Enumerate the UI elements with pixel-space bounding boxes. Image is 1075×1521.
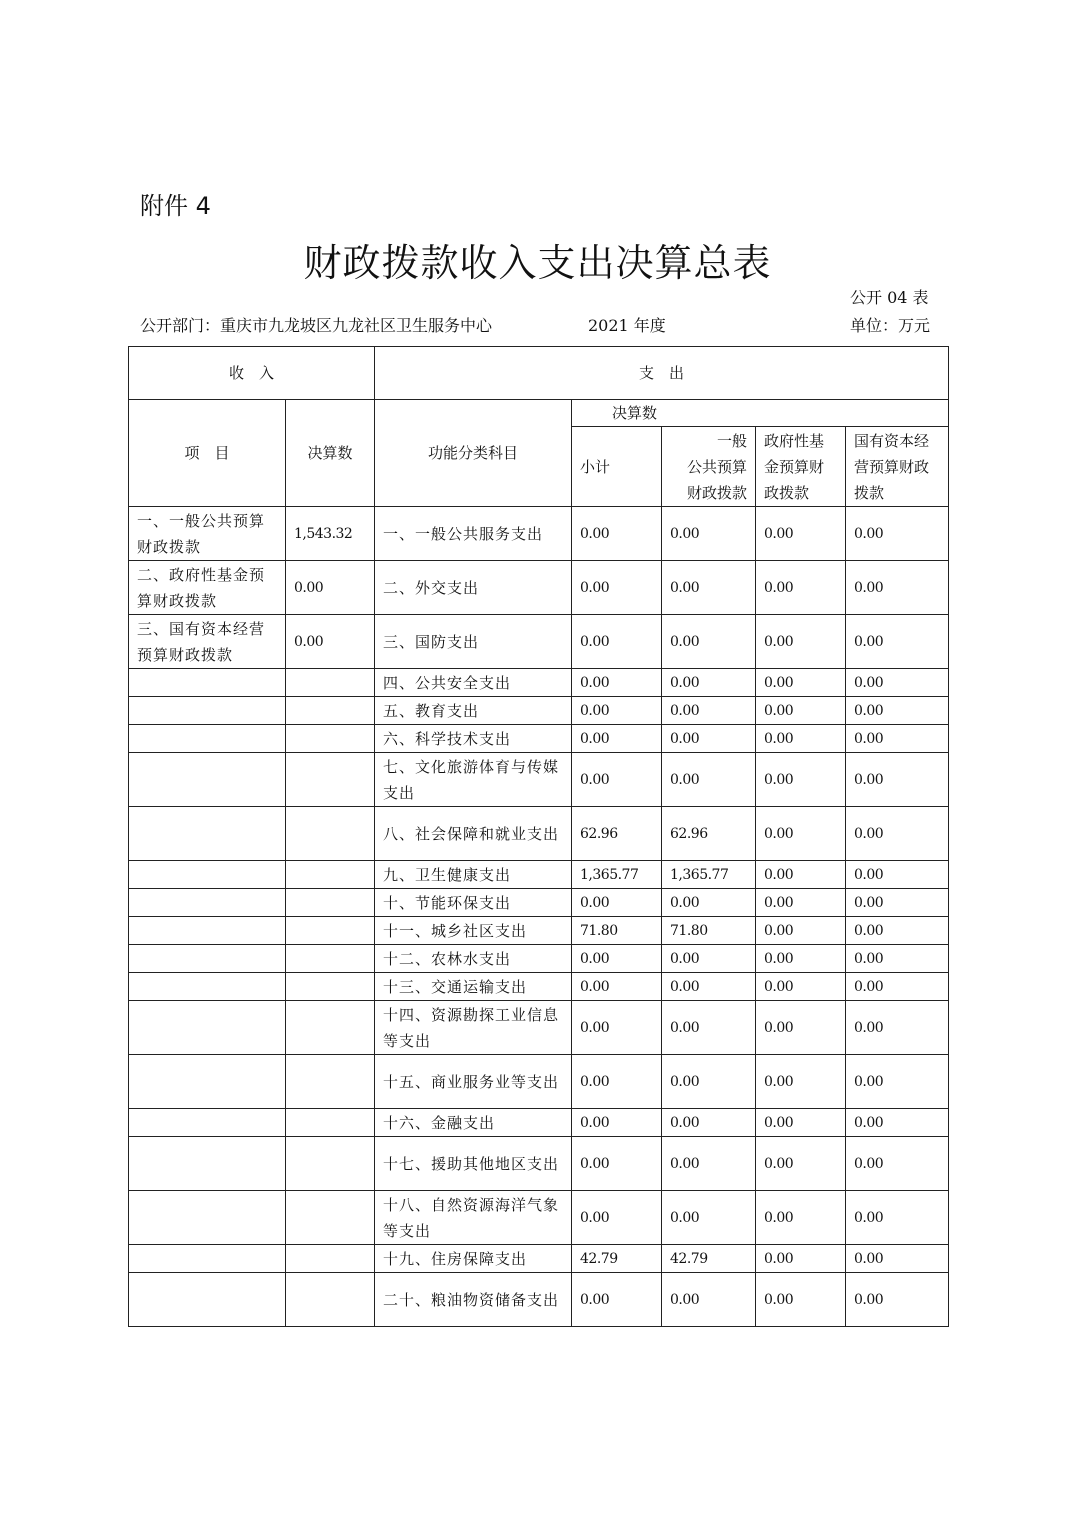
subtotal-cell: 0.00 [572, 889, 662, 917]
subtotal-cell: 0.00 [572, 1191, 662, 1245]
general-budget-cell: 0.00 [662, 945, 756, 973]
attachment-label: 附件 4 [140, 192, 211, 220]
gov-fund-cell: 0.00 [756, 807, 846, 861]
subtotal-cell: 0.00 [572, 1273, 662, 1327]
subtotal-cell: 0.00 [572, 753, 662, 807]
general-budget-cell: 0.00 [662, 889, 756, 917]
table-row [129, 861, 949, 889]
income-item-cell [129, 669, 286, 697]
state-capital-cell: 0.00 [846, 507, 949, 561]
expense-item-cell: 十四、资源勘探工业信息等支出 [375, 1001, 572, 1055]
income-item-cell [129, 1191, 286, 1245]
income-value-cell [286, 1273, 375, 1327]
general-budget-cell: 0.00 [662, 1001, 756, 1055]
income-item-cell [129, 807, 286, 861]
state-capital-cell: 0.00 [846, 697, 949, 725]
income-value-cell [286, 1191, 375, 1245]
general-budget-cell: 62.96 [662, 807, 756, 861]
state-capital-header: 国有资本经 营预算财政 拨款 [846, 427, 949, 507]
state-capital-cell: 0.00 [846, 615, 949, 669]
gov-fund-cell: 0.00 [756, 669, 846, 697]
income-value-cell [286, 725, 375, 753]
expense-item-cell: 十七、援助其他地区支出 [375, 1137, 572, 1191]
gov-fund-cell: 0.00 [756, 561, 846, 615]
expense-item-cell: 六、科学技术支出 [375, 725, 572, 753]
table-row [129, 507, 949, 561]
general-budget-cell: 0.00 [662, 725, 756, 753]
general-budget-cell: 0.00 [662, 1137, 756, 1191]
income-value-cell [286, 753, 375, 807]
income-item-cell [129, 697, 286, 725]
state-capital-cell: 0.00 [846, 1001, 949, 1055]
function-class-header: 功能分类科目 [375, 400, 572, 507]
income-value-cell [286, 1109, 375, 1137]
table-row [129, 669, 949, 697]
income-item-cell [129, 945, 286, 973]
income-item-cell [129, 1245, 286, 1273]
state-capital-cell: 0.00 [846, 861, 949, 889]
state-capital-cell: 0.00 [846, 753, 949, 807]
gov-fund-cell: 0.00 [756, 1001, 846, 1055]
subtotal-header: 小计 [572, 427, 662, 507]
subtotal-cell: 0.00 [572, 945, 662, 973]
general-budget-cell: 0.00 [662, 561, 756, 615]
subtotal-cell: 0.00 [572, 561, 662, 615]
table-row [129, 753, 949, 807]
expense-item-cell: 十六、金融支出 [375, 1109, 572, 1137]
general-budget-cell: 0.00 [662, 697, 756, 725]
income-value-cell: 0.00 [286, 561, 375, 615]
table-row [129, 973, 949, 1001]
expense-item-cell: 十九、住房保障支出 [375, 1245, 572, 1273]
subtotal-cell: 0.00 [572, 669, 662, 697]
state-capital-cell: 0.00 [846, 1109, 949, 1137]
expense-item-cell: 十三、交通运输支出 [375, 973, 572, 1001]
income-value-cell [286, 1001, 375, 1055]
income-header: 收 入 [129, 347, 375, 400]
expense-item-cell: 二十、粮油物资储备支出 [375, 1273, 572, 1327]
subtotal-cell: 0.00 [572, 973, 662, 1001]
income-value-cell [286, 973, 375, 1001]
income-value-cell [286, 889, 375, 917]
subtotal-cell: 42.79 [572, 1245, 662, 1273]
budget-table [128, 346, 949, 1327]
income-value-cell [286, 917, 375, 945]
expense-item-cell: 三、国防支出 [375, 615, 572, 669]
table-row [129, 1137, 949, 1191]
income-value-cell [286, 1245, 375, 1273]
expense-item-cell: 二、外交支出 [375, 561, 572, 615]
subtotal-cell: 0.00 [572, 1001, 662, 1055]
table-row [129, 1273, 949, 1327]
table-row [129, 1001, 949, 1055]
page-title: 财政拨款收入支出决算总表 [303, 241, 772, 285]
table-row [129, 889, 949, 917]
form-number: 公开 04 表 [850, 288, 929, 307]
income-item-cell [129, 1055, 286, 1109]
income-item-cell [129, 973, 286, 1001]
table-row [129, 917, 949, 945]
expense-item-cell: 一、一般公共服务支出 [375, 507, 572, 561]
income-item-cell [129, 753, 286, 807]
income-value-cell [286, 807, 375, 861]
general-budget-cell: 1,365.77 [662, 861, 756, 889]
income-value-cell: 0.00 [286, 615, 375, 669]
general-budget-cell: 0.00 [662, 507, 756, 561]
subtotal-cell: 0.00 [572, 615, 662, 669]
state-capital-cell: 0.00 [846, 1055, 949, 1109]
state-capital-cell: 0.00 [846, 1191, 949, 1245]
income-item-cell [129, 1001, 286, 1055]
income-value-cell [286, 945, 375, 973]
state-capital-cell: 0.00 [846, 807, 949, 861]
general-budget-cell: 0.00 [662, 1273, 756, 1327]
gov-fund-cell: 0.00 [756, 1191, 846, 1245]
gov-fund-cell: 0.00 [756, 861, 846, 889]
expense-item-cell: 十一、城乡社区支出 [375, 917, 572, 945]
gov-fund-cell: 0.00 [756, 973, 846, 1001]
income-amount-header: 决算数 [286, 400, 375, 507]
gov-fund-cell: 0.00 [756, 697, 846, 725]
gov-fund-header: 政府性基 金预算财 政拨款 [756, 427, 846, 507]
subtotal-cell: 0.00 [572, 1137, 662, 1191]
state-capital-cell: 0.00 [846, 1273, 949, 1327]
state-capital-cell: 0.00 [846, 1245, 949, 1273]
income-item-cell [129, 725, 286, 753]
general-budget-header: 一般 公共预算 财政拨款 [662, 427, 756, 507]
subtotal-cell: 1,365.77 [572, 861, 662, 889]
state-capital-cell: 0.00 [846, 945, 949, 973]
income-item-cell [129, 1273, 286, 1327]
income-item-cell: 一、一般公共预算财政拨款 [129, 507, 286, 561]
table-row [129, 807, 949, 861]
subtotal-cell: 0.00 [572, 725, 662, 753]
table-row [129, 615, 949, 669]
gov-fund-cell: 0.00 [756, 1273, 846, 1327]
income-item-cell [129, 917, 286, 945]
state-capital-cell: 0.00 [846, 973, 949, 1001]
general-budget-cell: 0.00 [662, 1055, 756, 1109]
income-value-cell [286, 697, 375, 725]
expense-item-cell: 十八、自然资源海洋气象等支出 [375, 1191, 572, 1245]
general-budget-cell: 0.00 [662, 669, 756, 697]
expense-item-cell: 十五、商业服务业等支出 [375, 1055, 572, 1109]
general-budget-cell: 0.00 [662, 1109, 756, 1137]
table-row [129, 1191, 949, 1245]
income-item-cell [129, 1137, 286, 1191]
subtotal-cell: 0.00 [572, 507, 662, 561]
state-capital-cell: 0.00 [846, 669, 949, 697]
general-budget-cell: 0.00 [662, 615, 756, 669]
subtotal-cell: 62.96 [572, 807, 662, 861]
gov-fund-cell: 0.00 [756, 507, 846, 561]
income-item-cell [129, 1109, 286, 1137]
general-budget-cell: 71.80 [662, 917, 756, 945]
expense-item-cell: 四、公共安全支出 [375, 669, 572, 697]
gov-fund-cell: 0.00 [756, 1109, 846, 1137]
expense-item-cell: 七、文化旅游体育与传媒支出 [375, 753, 572, 807]
income-value-cell [286, 1137, 375, 1191]
general-budget-cell: 42.79 [662, 1245, 756, 1273]
expense-item-cell: 五、教育支出 [375, 697, 572, 725]
income-value-cell [286, 861, 375, 889]
subtotal-cell: 0.00 [572, 1055, 662, 1109]
income-item-cell: 三、国有资本经营预算财政拨款 [129, 615, 286, 669]
department-label: 公开部门：重庆市九龙坡区九龙社区卫生服务中心 [140, 316, 493, 335]
state-capital-cell: 0.00 [846, 889, 949, 917]
fiscal-year: 2021 年度 [588, 316, 666, 335]
expense-item-cell: 八、社会保障和就业支出 [375, 807, 572, 861]
general-budget-cell: 0.00 [662, 1191, 756, 1245]
expense-item-cell: 十、节能环保支出 [375, 889, 572, 917]
subtotal-cell: 0.00 [572, 1109, 662, 1137]
subtotal-cell: 0.00 [572, 697, 662, 725]
gov-fund-cell: 0.00 [756, 889, 846, 917]
expense-item-cell: 十二、农林水支出 [375, 945, 572, 973]
table-row [129, 725, 949, 753]
table-row [129, 561, 949, 615]
state-capital-cell: 0.00 [846, 561, 949, 615]
expense-item-cell: 九、卫生健康支出 [375, 861, 572, 889]
unit-label: 单位：万元 [850, 316, 931, 335]
table-row [129, 945, 949, 973]
state-capital-cell: 0.00 [846, 1137, 949, 1191]
state-capital-cell: 0.00 [846, 725, 949, 753]
gov-fund-cell: 0.00 [756, 1245, 846, 1273]
income-value-cell [286, 1055, 375, 1109]
income-value-cell [286, 669, 375, 697]
gov-fund-cell: 0.00 [756, 945, 846, 973]
gov-fund-cell: 0.00 [756, 1137, 846, 1191]
table-row [129, 1109, 949, 1137]
general-budget-cell: 0.00 [662, 973, 756, 1001]
item-header: 项 目 [129, 400, 286, 507]
income-value-cell: 1,543.32 [286, 507, 375, 561]
gov-fund-cell: 0.00 [756, 1055, 846, 1109]
state-capital-cell: 0.00 [846, 917, 949, 945]
income-item-cell [129, 889, 286, 917]
gov-fund-cell: 0.00 [756, 753, 846, 807]
table-row [129, 697, 949, 725]
income-item-cell: 二、政府性基金预算财政拨款 [129, 561, 286, 615]
gov-fund-cell: 0.00 [756, 725, 846, 753]
subtotal-cell: 71.80 [572, 917, 662, 945]
table-row [129, 1245, 949, 1273]
gov-fund-cell: 0.00 [756, 615, 846, 669]
table-row [129, 1055, 949, 1109]
general-budget-cell: 0.00 [662, 753, 756, 807]
income-item-cell [129, 861, 286, 889]
expense-header: 支 出 [375, 347, 949, 400]
final-amount-header: 决算数 [572, 400, 949, 427]
gov-fund-cell: 0.00 [756, 917, 846, 945]
